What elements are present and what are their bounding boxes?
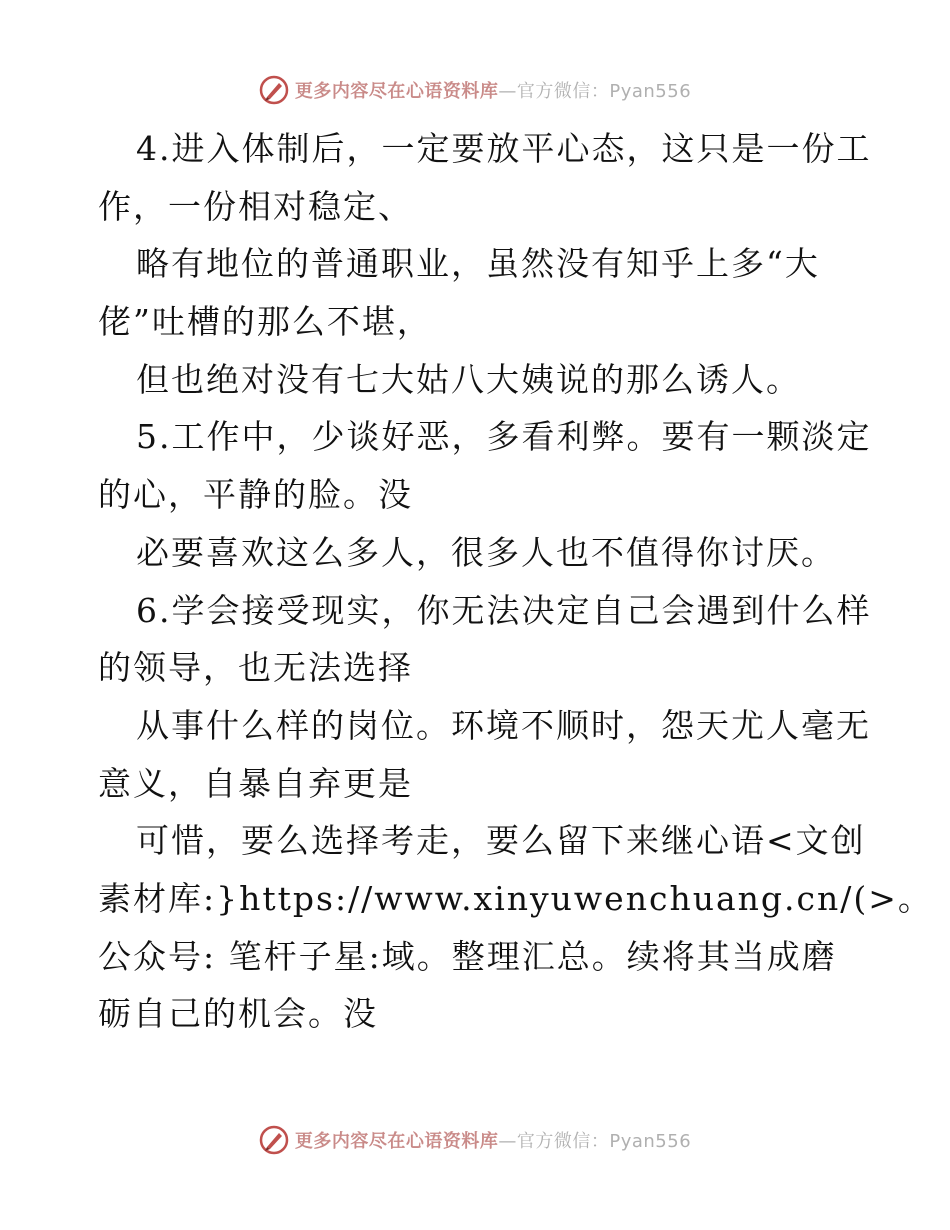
header-banner-text [295, 77, 691, 103]
header-brand-text: 更多内容尽在心语资料库 [294, 81, 499, 102]
header-dash: — [498, 81, 517, 102]
paragraph-line-url: 素材库:}https://www.xinyuwenchuang.cn/(>。 [98, 878, 933, 918]
footer-banner-text [295, 1127, 691, 1153]
page-header-watermark [0, 70, 950, 110]
footer-contact-text: 官方微信：Pyan556 [516, 1131, 692, 1152]
paragraph-line: 可惜，要么选择考走，要么留下来继心语<文创 [136, 821, 866, 861]
paragraph-line: 的领导，也无法选择 [98, 648, 413, 688]
header-contact-text: 官方微信：Pyan556 [516, 81, 692, 102]
page-footer-watermark [0, 1120, 950, 1160]
pen-logo-icon [259, 1125, 289, 1155]
footer-brand-text: 更多内容尽在心语资料库 [294, 1131, 499, 1152]
document-body [98, 120, 933, 1043]
paragraph-line: 必要喜欢这么多人，很多人也不值得你讨厌。 [136, 532, 836, 572]
paragraph-line: 6.学会接受现实，你无法决定自己会遇到什么样 [136, 590, 872, 630]
paragraph-line: 公众号: 笔杆子星:域。整理汇总。续将其当成磨 [98, 936, 837, 976]
paragraph-line: 但也绝对没有七大姑八大姨说的那么诱人。 [136, 359, 801, 399]
paragraph-line: 5.工作中，少谈好恶，多看利弊。要有一颗淡定 [136, 417, 872, 457]
footer-dash: — [498, 1131, 517, 1152]
paragraph-line: 略有地位的普通职业，虽然没有知乎上多“大 [136, 244, 820, 284]
paragraph-line: 意义，自暴自弃更是 [98, 763, 413, 803]
paragraph-line: 作，一份相对稳定、 [98, 186, 413, 226]
paragraph-line: 的心，平静的脸。没 [98, 475, 413, 515]
paragraph-line: 从事什么样的岗位。环境不顺时，怨天尤人毫无 [136, 705, 871, 745]
paragraph-line: 佬”吐槽的那么不堪， [98, 302, 432, 342]
paragraph-line: 4.进入体制后，一定要放平心态，这只是一份工 [136, 129, 872, 168]
pen-logo-icon [259, 75, 289, 105]
paragraph-line: 砺自己的机会。没 [98, 994, 378, 1034]
